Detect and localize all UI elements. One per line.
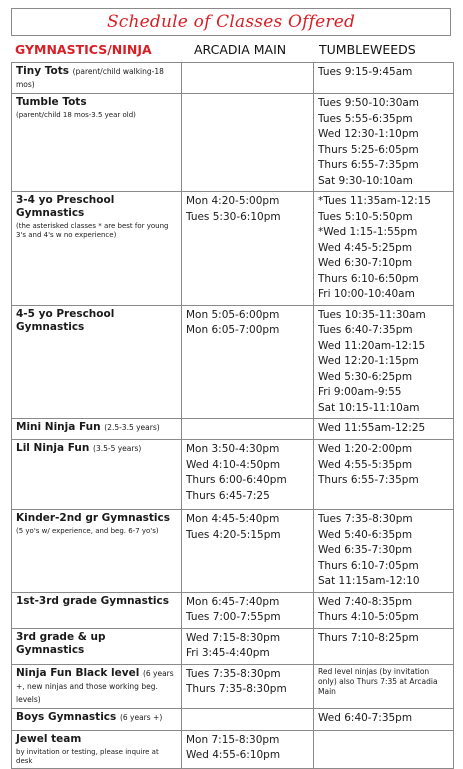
class-title: Mini Ninja Fun xyxy=(16,421,101,433)
title-box xyxy=(11,8,451,36)
class-name xyxy=(16,512,177,525)
class-time: Mon 5:05-6:00pm xyxy=(186,308,280,321)
class-time: Wed 11:55am-12:25 xyxy=(318,422,426,434)
table-row xyxy=(12,592,454,628)
arcadia-times-cell xyxy=(182,708,314,730)
class-time: Tues 5:10-5:50pm xyxy=(318,210,413,223)
arcadia-times-cell xyxy=(182,510,314,593)
class-name xyxy=(16,194,177,220)
table-row xyxy=(12,628,454,664)
class-time: *Tues 11:35am-12:15 xyxy=(318,195,431,207)
table-row xyxy=(12,708,454,730)
class-name xyxy=(16,65,177,91)
schedule-note: Red level ninjas (by invitation only) also Thurs 7:35 at Arcadia Main xyxy=(318,666,438,696)
class-title: Kinder-2nd gr Gymnastics xyxy=(16,512,170,524)
class-cell xyxy=(12,440,182,510)
tumbleweeds-times-cell xyxy=(314,730,454,768)
class-cell xyxy=(12,510,182,593)
class-time: Sat 9:30-10:10am xyxy=(318,174,413,187)
arcadia-times-cell xyxy=(182,192,314,306)
class-time: Sat 10:15-11:10am xyxy=(318,401,420,414)
class-time: Wed 6:30-7:10pm xyxy=(318,257,413,269)
class-time: Wed 11:20am-12:15 xyxy=(318,339,426,352)
class-time: Tues 9:15-9:45am xyxy=(318,66,413,78)
class-title: 1st-3rd grade Gymnastics xyxy=(16,594,169,607)
class-title: Tumble Tots xyxy=(16,96,87,108)
class-title: Boys Gymnastics xyxy=(16,710,117,723)
page-title: Schedule of Classes Offered xyxy=(106,12,356,32)
class-name xyxy=(16,631,177,657)
class-age-note: (2.5-3.5 years) xyxy=(104,423,160,432)
table-row xyxy=(12,510,454,593)
arcadia-times-cell xyxy=(182,440,314,510)
class-name xyxy=(16,308,177,334)
class-time: Tues 5:55-6:35pm xyxy=(318,112,413,125)
class-description: (the asterisked classes * are best for young 3's and 4's w no experience) xyxy=(16,222,169,239)
class-time: Tues 7:35-8:30pm xyxy=(318,513,413,525)
class-description: by invitation or testing, please inquire at desk xyxy=(16,747,159,765)
tumbleweeds-times-cell xyxy=(314,440,454,510)
class-time: Thurs 6:10-7:05pm xyxy=(318,559,419,572)
class-time: Wed 5:30-6:25pm xyxy=(318,370,413,383)
class-age-note: (6 years +) xyxy=(119,712,163,722)
class-time: Mon 7:15-8:30pm xyxy=(186,733,280,746)
class-time: Wed 4:10-4:50pm xyxy=(186,458,281,471)
class-time: Tues 7:35-8:30pm xyxy=(186,667,281,680)
table-row xyxy=(12,419,454,440)
class-name xyxy=(16,667,177,706)
class-time: Thurs 6:55-7:35pm xyxy=(318,474,419,486)
tumbleweeds-times-cell xyxy=(314,94,454,192)
tumbleweeds-times-cell xyxy=(314,628,454,664)
class-title: Lil Ninja Fun xyxy=(16,442,90,454)
tumbleweeds-times-cell xyxy=(314,708,454,730)
class-cell xyxy=(12,419,182,440)
class-name xyxy=(16,442,177,455)
tumbleweeds-times-cell xyxy=(314,63,454,94)
tumbleweeds-times-cell xyxy=(314,305,454,419)
table-row xyxy=(12,94,454,192)
class-time: Mon 3:50-4:30pm xyxy=(186,443,280,455)
class-time: Tues 6:40-7:35pm xyxy=(318,324,413,336)
class-time: Mon 4:20-5:00pm xyxy=(186,195,280,207)
arcadia-times-cell xyxy=(182,628,314,664)
class-time: Thurs 7:35-8:30pm xyxy=(186,683,287,695)
tumbleweeds-times-cell xyxy=(314,592,454,628)
class-time: Fri 3:45-4:40pm xyxy=(186,647,270,659)
class-time: Fri 10:00-10:40am xyxy=(318,288,415,300)
arcadia-times-cell xyxy=(182,419,314,440)
column-header-program: GYMNASTICS/NINJA xyxy=(15,42,152,57)
class-cell xyxy=(12,592,182,628)
table-row xyxy=(12,440,454,510)
class-title: 4-5 yo Preschool Gymnastics xyxy=(16,307,115,333)
class-time: Thurs 6:00-6:40pm xyxy=(186,474,287,486)
class-cell xyxy=(12,664,182,708)
class-time: Wed 7:15-8:30pm xyxy=(186,631,281,644)
class-time: Wed 5:40-6:35pm xyxy=(318,528,413,541)
class-time: Tues 5:30-6:10pm xyxy=(186,210,281,223)
column-header-tumbleweeds: TUMBLEWEEDS xyxy=(319,42,416,57)
class-time: Wed 6:40-7:35pm xyxy=(318,711,413,724)
column-header-arcadia-main: ARCADIA MAIN xyxy=(194,42,287,57)
class-time: Thurs 6:45-7:25 xyxy=(186,489,270,502)
class-name xyxy=(16,96,177,109)
class-time: Thurs 7:10-8:25pm xyxy=(318,631,419,644)
arcadia-times-cell xyxy=(182,592,314,628)
tumbleweeds-times-cell xyxy=(314,419,454,440)
class-time: Thurs 4:10-5:05pm xyxy=(318,611,419,623)
class-time: Mon 4:45-5:40pm xyxy=(186,513,280,525)
table-row xyxy=(12,63,454,94)
class-time: Wed 12:30-1:10pm xyxy=(318,128,419,140)
class-title: Ninja Fun Black level xyxy=(16,666,140,679)
tumbleweeds-times-cell xyxy=(314,192,454,306)
class-cell xyxy=(12,708,182,730)
class-time: Thurs 6:55-7:35pm xyxy=(318,159,419,171)
class-name xyxy=(16,711,177,724)
class-cell xyxy=(12,192,182,306)
class-cell xyxy=(12,730,182,768)
class-cell xyxy=(12,63,182,94)
class-time: Tues 7:00-7:55pm xyxy=(186,611,281,623)
class-time: Wed 12:20-1:15pm xyxy=(318,355,419,367)
class-time: Tues 4:20-5:15pm xyxy=(186,528,281,541)
table-row xyxy=(12,305,454,419)
arcadia-times-cell xyxy=(182,305,314,419)
class-time: Sat 11:15am-12:10 xyxy=(318,575,420,587)
class-time: Tues 10:35-11:30am xyxy=(318,308,426,321)
class-title: 3-4 yo Preschool Gymnastics xyxy=(16,194,115,219)
arcadia-times-cell xyxy=(182,94,314,192)
class-description: (parent/child 18 mos-3.5 year old) xyxy=(16,111,136,119)
class-time: Wed 4:55-5:35pm xyxy=(318,458,413,471)
class-time: Fri 9:00am-9:55 xyxy=(318,386,402,398)
class-time: Tues 9:50-10:30am xyxy=(318,97,420,109)
class-description: (5 yo's w/ experience, and beg. 6-7 yo's) xyxy=(16,527,159,535)
tumbleweeds-times-cell xyxy=(314,664,454,708)
class-time: Thurs 6:10-6:50pm xyxy=(318,272,419,285)
class-age-note: (3.5-5 years) xyxy=(93,444,142,453)
arcadia-times-cell xyxy=(182,730,314,768)
class-title: 3rd grade & up Gymnastics xyxy=(16,630,106,656)
table-row xyxy=(12,192,454,306)
tumbleweeds-times-cell xyxy=(314,510,454,593)
class-title: Tiny Tots xyxy=(16,65,69,77)
class-name xyxy=(16,733,177,746)
class-time: Wed 6:35-7:30pm xyxy=(318,544,413,556)
class-time: Thurs 5:25-6:05pm xyxy=(318,143,419,156)
class-cell xyxy=(12,94,182,192)
arcadia-times-cell xyxy=(182,664,314,708)
class-age-note: (6 years +, new ninjas and those working beg. levels) xyxy=(16,668,174,704)
table-row xyxy=(12,664,454,708)
class-name xyxy=(16,421,177,434)
class-age-note: (parent/child walking-18 mos) xyxy=(16,67,164,89)
table-row xyxy=(12,730,454,768)
class-cell xyxy=(12,305,182,419)
class-time: Wed 1:20-2:00pm xyxy=(318,443,413,455)
class-time: Mon 6:05-7:00pm xyxy=(186,324,280,336)
class-time: Wed 7:40-8:35pm xyxy=(318,595,413,608)
class-time: *Wed 1:15-1:55pm xyxy=(318,226,418,238)
class-cell xyxy=(12,628,182,664)
class-time: Wed 4:45-5:25pm xyxy=(318,241,413,254)
class-title: Jewel team xyxy=(16,732,82,745)
class-name xyxy=(16,595,177,608)
class-time: Mon 6:45-7:40pm xyxy=(186,595,280,608)
class-time: Wed 4:55-6:10pm xyxy=(186,749,281,761)
schedule-table xyxy=(11,62,454,769)
table-header xyxy=(11,38,453,62)
arcadia-times-cell xyxy=(182,63,314,94)
